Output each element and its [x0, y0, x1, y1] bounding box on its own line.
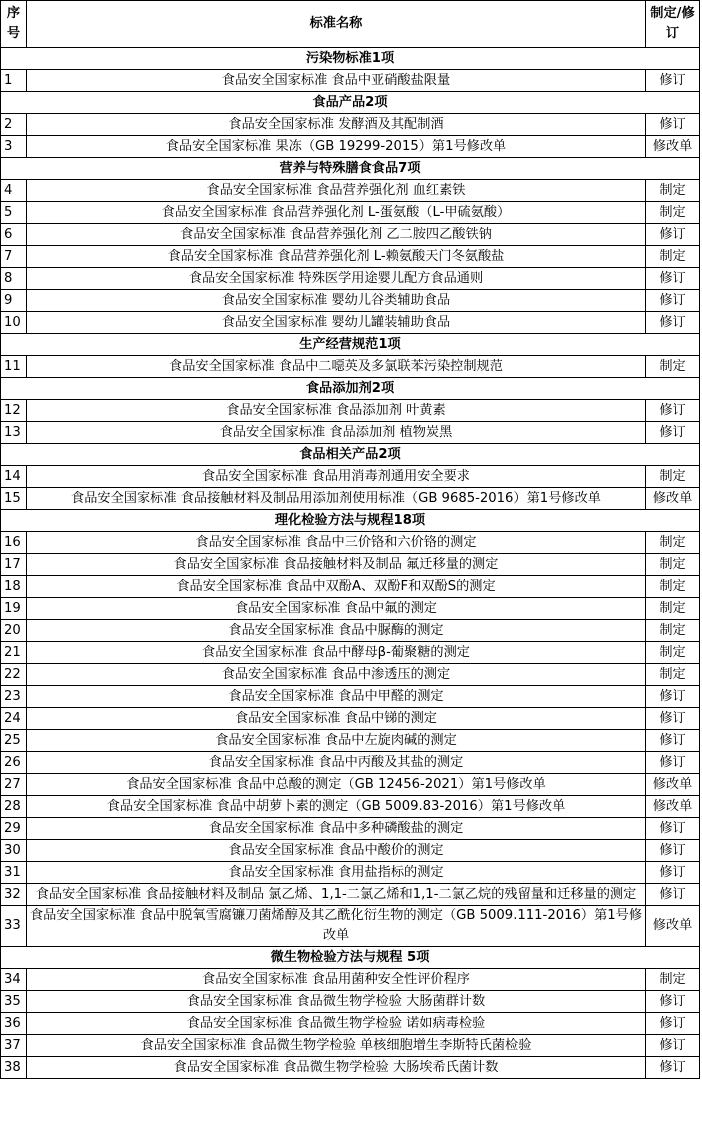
row-number: 2: [1, 114, 27, 136]
standard-name: 食品安全国家标准 食品中二噁英及多氯联苯污染控制规范: [27, 356, 646, 378]
table-row: [1, 620, 700, 642]
section-row: [1, 92, 700, 114]
revision-type: 制定: [646, 620, 700, 642]
row-number: 13: [1, 422, 27, 444]
standard-name: 食品安全国家标准 食品中丙酸及其盐的测定: [27, 752, 646, 774]
table-row: [1, 840, 700, 862]
revision-type: 制定: [646, 554, 700, 576]
section-row: [1, 444, 700, 466]
row-number: 38: [1, 1057, 27, 1079]
table-row: [1, 1035, 700, 1057]
standard-name: 食品安全国家标准 食品中胡萝卜素的测定（GB 5009.83-2016）第1号修改单: [27, 796, 646, 818]
table-row: [1, 466, 700, 488]
row-number: 11: [1, 356, 27, 378]
row-number: 27: [1, 774, 27, 796]
row-number: 31: [1, 862, 27, 884]
revision-type: 修改单: [646, 488, 700, 510]
table-row: [1, 356, 700, 378]
table-row: [1, 422, 700, 444]
revision-type: 修订: [646, 708, 700, 730]
table-row: [1, 400, 700, 422]
revision-type: 修订: [646, 686, 700, 708]
table-row: [1, 796, 700, 818]
standard-name: 食品安全国家标准 食品接触材料及制品 氟迁移量的测定: [27, 554, 646, 576]
standard-name: 食品安全国家标准 食品营养强化剂 L-赖氨酸天门冬氨酸盐: [27, 246, 646, 268]
revision-type: 修订: [646, 224, 700, 246]
row-number: 37: [1, 1035, 27, 1057]
revision-type: 制定: [646, 466, 700, 488]
table-row: [1, 774, 700, 796]
row-number: 34: [1, 969, 27, 991]
revision-type: 修改单: [646, 774, 700, 796]
header-action: 制定/修订: [646, 1, 700, 48]
standard-name: 食品安全国家标准 食品微生物学检验 大肠埃希氏菌计数: [27, 1057, 646, 1079]
row-number: 1: [1, 70, 27, 92]
standard-name: 食品安全国家标准 食品中渗透压的测定: [27, 664, 646, 686]
standard-name: 食品安全国家标准 食品营养强化剂 乙二胺四乙酸铁钠: [27, 224, 646, 246]
row-number: 24: [1, 708, 27, 730]
revision-type: 制定: [646, 642, 700, 664]
table-row: [1, 268, 700, 290]
revision-type: 修订: [646, 884, 700, 906]
standard-name: 食品安全国家标准 食品中亚硝酸盐限量: [27, 70, 646, 92]
section-row: [1, 334, 700, 356]
table-row: [1, 576, 700, 598]
section-row: [1, 48, 700, 70]
standard-name: 食品安全国家标准 食品中三价铬和六价铬的测定: [27, 532, 646, 554]
row-number: 16: [1, 532, 27, 554]
table-row: [1, 1013, 700, 1035]
section-row: [1, 378, 700, 400]
row-number: 10: [1, 312, 27, 334]
header-no: 序号: [1, 1, 27, 48]
table-row: [1, 488, 700, 510]
table-row: [1, 991, 700, 1013]
row-number: 29: [1, 818, 27, 840]
section-title: 食品相关产品2项: [1, 444, 700, 466]
table-row: [1, 114, 700, 136]
section-row: [1, 947, 700, 969]
revision-type: 修订: [646, 1057, 700, 1079]
row-number: 12: [1, 400, 27, 422]
standard-name: 食品安全国家标准 食品中多种磷酸盐的测定: [27, 818, 646, 840]
row-number: 26: [1, 752, 27, 774]
row-number: 19: [1, 598, 27, 620]
row-number: 8: [1, 268, 27, 290]
table-row: [1, 664, 700, 686]
section-title: 营养与特殊膳食食品7项: [1, 158, 700, 180]
standard-name: 食品安全国家标准 食品中脲酶的测定: [27, 620, 646, 642]
row-number: 6: [1, 224, 27, 246]
revision-type: 制定: [646, 202, 700, 224]
standard-name: 食品安全国家标准 食品添加剂 植物炭黑: [27, 422, 646, 444]
revision-type: 制定: [646, 246, 700, 268]
row-number: 18: [1, 576, 27, 598]
standard-name: 食品安全国家标准 食品微生物学检验 大肠菌群计数: [27, 991, 646, 1013]
standard-name: 食品安全国家标准 食品营养强化剂 血红素铁: [27, 180, 646, 202]
row-number: 25: [1, 730, 27, 752]
row-number: 17: [1, 554, 27, 576]
header-name: 标准名称: [27, 1, 646, 48]
table-row: [1, 1057, 700, 1079]
revision-type: 修订: [646, 818, 700, 840]
row-number: 22: [1, 664, 27, 686]
table-row: [1, 290, 700, 312]
row-number: 35: [1, 991, 27, 1013]
revision-type: 修改单: [646, 796, 700, 818]
revision-type: 修订: [646, 730, 700, 752]
table-row: [1, 180, 700, 202]
table-row: [1, 224, 700, 246]
table-row: [1, 70, 700, 92]
row-number: 4: [1, 180, 27, 202]
standard-name: 食品安全国家标准 食用盐指标的测定: [27, 862, 646, 884]
revision-type: 修改单: [646, 906, 700, 947]
table-row: [1, 202, 700, 224]
revision-type: 修订: [646, 290, 700, 312]
row-number: 20: [1, 620, 27, 642]
standard-name: 食品安全国家标准 食品中酵母β-葡聚糖的测定: [27, 642, 646, 664]
row-number: 15: [1, 488, 27, 510]
standard-name: 食品安全国家标准 食品中总酸的测定（GB 12456-2021）第1号修改单: [27, 774, 646, 796]
section-title: 食品产品2项: [1, 92, 700, 114]
standard-name: 食品安全国家标准 食品微生物学检验 诺如病毒检验: [27, 1013, 646, 1035]
revision-type: 制定: [646, 532, 700, 554]
revision-type: 修订: [646, 312, 700, 334]
revision-type: 修订: [646, 400, 700, 422]
standard-name: 食品安全国家标准 婴幼儿罐装辅助食品: [27, 312, 646, 334]
revision-type: 修订: [646, 268, 700, 290]
revision-type: 制定: [646, 969, 700, 991]
revision-type: 制定: [646, 664, 700, 686]
standard-name: 食品安全国家标准 食品中锑的测定: [27, 708, 646, 730]
section-title: 食品添加剂2项: [1, 378, 700, 400]
table-row: [1, 752, 700, 774]
revision-type: 修订: [646, 991, 700, 1013]
table-row: [1, 862, 700, 884]
standard-name: 食品安全国家标准 食品用菌种安全性评价程序: [27, 969, 646, 991]
section-title: 微生物检验方法与规程 5项: [1, 947, 700, 969]
table-row: [1, 136, 700, 158]
table-row: [1, 818, 700, 840]
table-row: [1, 642, 700, 664]
table-row: [1, 554, 700, 576]
row-number: 7: [1, 246, 27, 268]
section-row: [1, 510, 700, 532]
standard-name: 食品安全国家标准 食品用消毒剂通用安全要求: [27, 466, 646, 488]
standard-name: 食品安全国家标准 食品中氟的测定: [27, 598, 646, 620]
standard-name: 食品安全国家标准 食品中双酚A、双酚F和双酚S的测定: [27, 576, 646, 598]
revision-type: 修订: [646, 422, 700, 444]
table-row: [1, 969, 700, 991]
revision-type: 修订: [646, 70, 700, 92]
row-number: 21: [1, 642, 27, 664]
row-number: 33: [1, 906, 27, 947]
standard-name: 食品安全国家标准 食品中脱氧雪腐镰刀菌烯醇及其乙酰化衍生物的测定（GB 5009.111-2016）第1号修改单: [27, 906, 646, 947]
revision-type: 修订: [646, 752, 700, 774]
table-row: [1, 246, 700, 268]
table-row: [1, 532, 700, 554]
row-number: 28: [1, 796, 27, 818]
revision-type: 修改单: [646, 136, 700, 158]
table-row: [1, 906, 700, 947]
standard-name: 食品安全国家标准 食品接触材料及制品 氯乙烯、1,1-二氯乙烯和1,1-二氯乙烷的残留量和迁移量的测定: [27, 884, 646, 906]
section-row: [1, 158, 700, 180]
section-title: 污染物标准1项: [1, 48, 700, 70]
standard-name: 食品安全国家标准 食品中酸价的测定: [27, 840, 646, 862]
standard-name: 食品安全国家标准 婴幼儿谷类辅助食品: [27, 290, 646, 312]
row-number: 23: [1, 686, 27, 708]
standard-name: 食品安全国家标准 果冻（GB 19299-2015）第1号修改单: [27, 136, 646, 158]
row-number: 36: [1, 1013, 27, 1035]
revision-type: 修订: [646, 840, 700, 862]
standard-name: 食品安全国家标准 特殊医学用途婴儿配方食品通则: [27, 268, 646, 290]
row-number: 5: [1, 202, 27, 224]
row-number: 9: [1, 290, 27, 312]
row-number: 3: [1, 136, 27, 158]
revision-type: 制定: [646, 356, 700, 378]
standard-name: 食品安全国家标准 发酵酒及其配制酒: [27, 114, 646, 136]
section-title: 生产经营规范1项: [1, 334, 700, 356]
revision-type: 修订: [646, 1035, 700, 1057]
table-header-row: [1, 1, 700, 48]
standard-name: 食品安全国家标准 食品接触材料及制品用添加剂使用标准（GB 9685-2016）第1号修改单: [27, 488, 646, 510]
section-title: 理化检验方法与规程18项: [1, 510, 700, 532]
standard-name: 食品安全国家标准 食品中甲醛的测定: [27, 686, 646, 708]
row-number: 30: [1, 840, 27, 862]
revision-type: 制定: [646, 576, 700, 598]
revision-type: 制定: [646, 598, 700, 620]
table-body: [1, 48, 700, 1079]
revision-type: 修订: [646, 1013, 700, 1035]
revision-type: 修订: [646, 862, 700, 884]
table-row: [1, 884, 700, 906]
standard-name: 食品安全国家标准 食品营养强化剂 L-蛋氨酸（L-甲硫氨酸）: [27, 202, 646, 224]
table-row: [1, 312, 700, 334]
table-row: [1, 598, 700, 620]
row-number: 32: [1, 884, 27, 906]
revision-type: 修订: [646, 114, 700, 136]
revision-type: 制定: [646, 180, 700, 202]
standard-name: 食品安全国家标准 食品中左旋肉碱的测定: [27, 730, 646, 752]
row-number: 14: [1, 466, 27, 488]
table-row: [1, 708, 700, 730]
table-row: [1, 686, 700, 708]
standard-name: 食品安全国家标准 食品微生物学检验 单核细胞增生李斯特氏菌检验: [27, 1035, 646, 1057]
table-row: [1, 730, 700, 752]
standard-name: 食品安全国家标准 食品添加剂 叶黄素: [27, 400, 646, 422]
